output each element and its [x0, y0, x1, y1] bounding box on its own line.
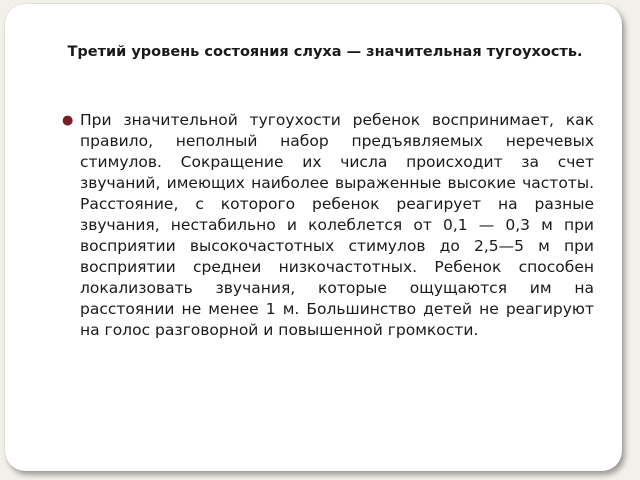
bullet-marker: ●: [62, 113, 74, 128]
slide-title: Третий уровень состояния слуха — значительная тугоухость.: [67, 44, 583, 60]
bullet-list: [62, 110, 594, 341]
bullet-text: При значительной тугоухости ребенок воспринимает, как правило, неполный набор предъявляемых неречевых стимулов. Сокращение их числа происходит за счет звучаний, имеющих наиболее выраженные высокие частоты. Расстояние, с которого ребенок реагирует на разные звучания, нестабильно и колеблется от 0,1 — 0,3 м при восприятии высокочастотных стимулов до 2,5—5 м при восприятии среднеи низкочастотных. Ребенок способен локализовать звучания, которые ощущаются им на расстоянии не менее 1 м. Большинство детей не реагируют на голос разговорной и повышенной громкости.: [80, 111, 594, 339]
slide: [5, 4, 622, 471]
bullet-item: [62, 110, 594, 341]
